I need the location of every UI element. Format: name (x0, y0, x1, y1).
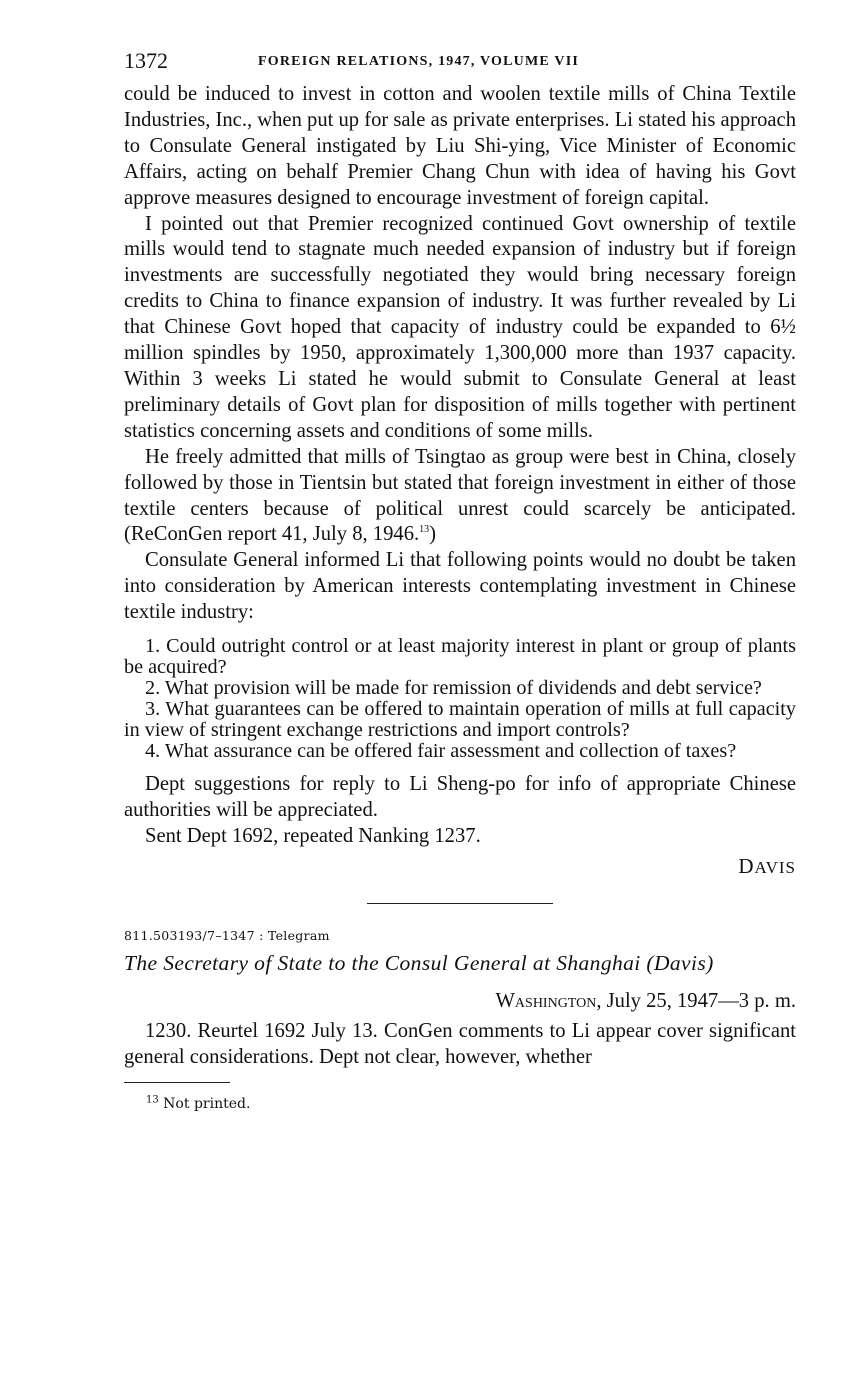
document-page (124, 48, 796, 1112)
paragraph-text: He freely admitted that mills of Tsingtao as group were best in China, closely followed by those in Tientsin but stated that foreign investment in either of those textile centers because of political unrest could scarcely be anticipated. (ReConGen report 41, July 8, 1946. (124, 445, 796, 546)
numbered-point: 3. What guarantees can be offered to maintain operation of mills at full capacity in view of stringent exchange restrictions and import controls? (124, 698, 796, 742)
numbered-point: 2. What provision will be made for remission of dividends and debt service? (145, 677, 762, 700)
paragraph-close: ) (429, 523, 436, 546)
document-title: The Secretary of State to the Consul General at Shanghai (Davis) (124, 950, 714, 975)
running-title: FOREIGN RELATIONS, 1947, VOLUME VII (258, 54, 579, 69)
footnote-rule (124, 1082, 230, 1083)
signature-rest: AVIS (754, 857, 796, 877)
dateline-place: Washington, (495, 989, 602, 1012)
letter-body (124, 82, 796, 626)
footnote-number: 13 (146, 1093, 159, 1105)
paragraph (124, 445, 796, 549)
paragraph: I pointed out that Premier recognized continued Govt ownership of textile mills would tend to stagnate much needed expansion of industry but if foreign investments are successfully negotiated they would bring necessary foreign credits to China to finance expansion of industry. It was further revealed by Li that Chinese Govt hoped that capacity of industry could be expanded to 6½ million spindles by 1950, approximately 1,300,000 more than 1937 capacity. Within 3 weeks Li stated he would submit to Consulate General at least preliminary details of Govt plan for disposition of mills together with pertinent statistics concerning assets and conditions of some mills. (124, 212, 796, 442)
paragraph: 1230. Reurtel 1692 July 13. ConGen comments to Li appear cover significant general considerations. Dept not clear, however, whether (124, 1019, 796, 1068)
footnote-text: Not printed. (158, 1095, 251, 1112)
numbered-point: 1. Could outright control or at least majority interest in plant or group of plants be acquired? (124, 635, 796, 679)
paragraph: Sent Dept 1692, repeated Nanking 1237. (145, 824, 481, 847)
signature (124, 854, 796, 879)
paragraph: Dept suggestions for reply to Li Sheng-po for info of appropriate Chinese authorities will be appreciated. (124, 773, 796, 821)
dateline (124, 990, 796, 1013)
signature-initial: D (738, 853, 755, 878)
running-header (124, 48, 796, 82)
dateline-date: July 25, 1947—3 p. m. (601, 989, 796, 1012)
footnote-reference: 13 (419, 524, 430, 536)
numbered-points (124, 636, 796, 762)
page-number: 1372 (124, 48, 168, 73)
telegram-body (124, 1019, 796, 1071)
section-separator (367, 903, 553, 904)
closing-body (124, 772, 796, 850)
paragraph: could be induced to invest in cotton and woolen textile mills of China Textile Industries, Inc., when put up for sale as private enterprises. Li stated his approach to Consulate General instigated by Liu Shi-ying, Vice Minister of Economic Affairs, acting on behalf Premier Chang Chun with idea of having his Govt approve measures designed to encourage investment of foreign capital. (124, 83, 796, 209)
footnote (146, 1093, 796, 1112)
file-number: 811.503193/7–1347 : Telegram (124, 927, 330, 943)
paragraph: Consulate General informed Li that following points would no doubt be taken into consideration by American interests contemplating investment in Chinese textile industry: (124, 549, 796, 624)
numbered-point: 4. What assurance can be offered fair assessment and collection of taxes? (145, 740, 737, 763)
